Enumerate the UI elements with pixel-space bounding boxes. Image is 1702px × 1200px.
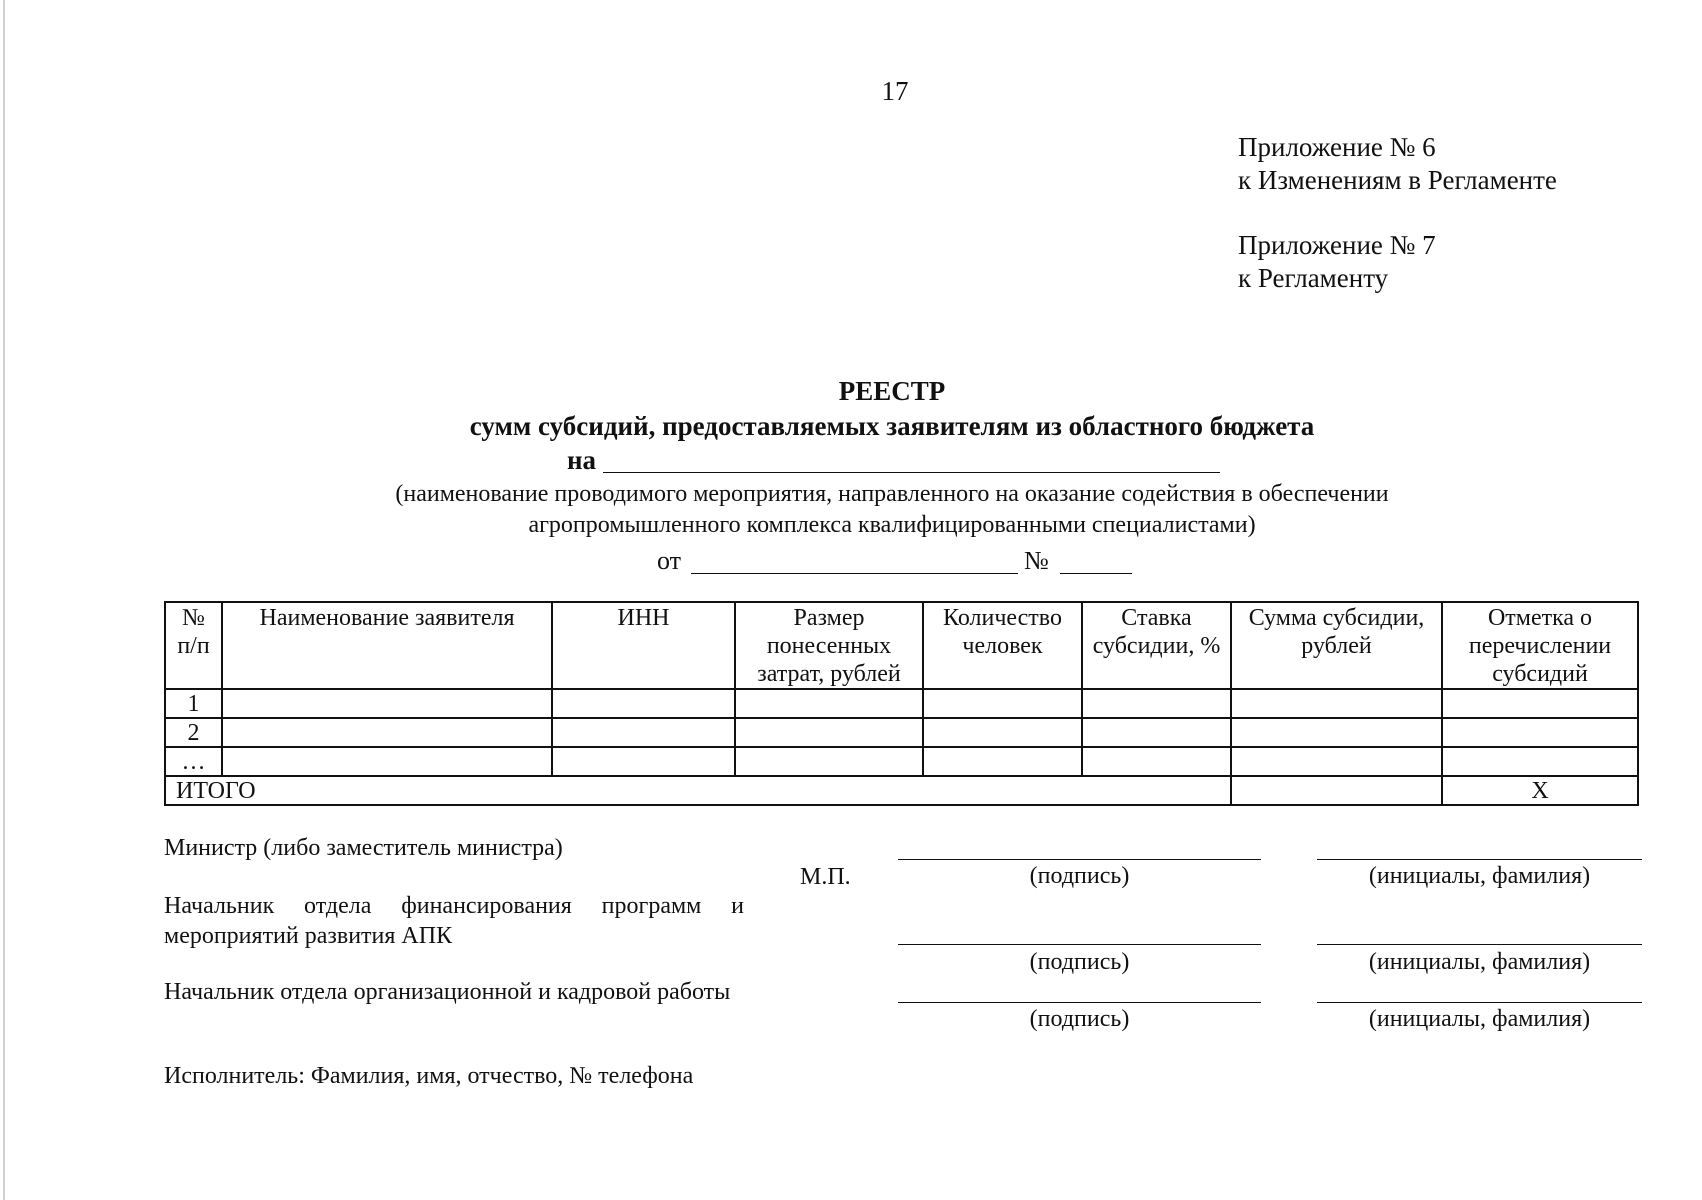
- table-cell: [1442, 718, 1638, 747]
- signature-caption: (подпись): [1029, 863, 1130, 889]
- table-total-row: [165, 776, 1638, 805]
- registry-table: [164, 601, 1639, 806]
- table-cell: [1442, 747, 1638, 776]
- header-subsidy-rate: Ставка субсидии, %: [1082, 602, 1231, 689]
- stamp-place-label: М.П.: [800, 864, 851, 890]
- date-number-line: [0, 546, 1702, 576]
- signature-line: [898, 1002, 1261, 1003]
- document-title: РЕЕСТР: [838, 376, 946, 406]
- page-number: 17: [881, 76, 909, 106]
- name-caption: (инициалы, фамилия): [1368, 1006, 1591, 1032]
- caption-line1: (наименование проводимого мероприятия, направленного на оказание содействия в обеспечении: [395, 481, 1389, 507]
- total-sum-cell: [1231, 776, 1442, 805]
- header-inn: ИНН: [552, 602, 735, 689]
- header-costs: Размер понесенных затрат, рублей: [735, 602, 923, 689]
- table-header-row: [165, 602, 1638, 689]
- table-cell: [1231, 747, 1442, 776]
- document-subtitle: сумм субсидий, предоставляемых заявителям из областного бюджета: [469, 411, 1315, 441]
- row-number: 2: [165, 718, 222, 747]
- name-line: [1317, 1002, 1642, 1003]
- row-number: 1: [165, 689, 222, 718]
- appendix-7-line1: Приложение № 7: [1238, 230, 1436, 260]
- total-mark: X: [1442, 776, 1638, 805]
- header-applicant-name: Наименование заявителя: [222, 602, 552, 689]
- table-cell: [552, 718, 735, 747]
- name-line: [1317, 944, 1642, 945]
- signature-line: [898, 944, 1261, 945]
- caption-line2: агропромышленного комплекса квалифицированными специалистами): [528, 512, 1256, 538]
- signature-caption: (подпись): [1029, 1006, 1130, 1032]
- date-blank: [691, 573, 1018, 574]
- header-transfer-mark: Отметка о перечислении субсидий: [1442, 602, 1638, 689]
- table-cell: [222, 718, 552, 747]
- appendix-7-block: [1238, 229, 1436, 295]
- table-cell: [1082, 689, 1231, 718]
- table-cell: [923, 689, 1082, 718]
- table-cell: [1082, 747, 1231, 776]
- name-line: [1317, 859, 1642, 860]
- header-people-count: Количество человек: [923, 602, 1082, 689]
- number-label: №: [1024, 546, 1049, 575]
- table-cell: [552, 747, 735, 776]
- name-caption: (инициалы, фамилия): [1368, 863, 1591, 889]
- appendix-6-line2: к Изменениям в Регламенте: [1238, 165, 1557, 195]
- number-blank: [1060, 573, 1132, 574]
- page-edge: [3, 0, 5, 1200]
- table-cell: [923, 718, 1082, 747]
- table-cell: [735, 747, 923, 776]
- table-cell: [1231, 689, 1442, 718]
- table-cell: [735, 718, 923, 747]
- name-caption: (инициалы, фамилия): [1368, 949, 1591, 975]
- hr-head-label: Начальник отдела организационной и кадровой работы: [164, 979, 731, 1005]
- table-cell: [1082, 718, 1231, 747]
- table-cell: [552, 689, 735, 718]
- appendix-6-block: [1238, 131, 1557, 197]
- appendix-6-line1: Приложение № 6: [1238, 132, 1436, 162]
- table-row: [165, 718, 1638, 747]
- table-cell: [923, 747, 1082, 776]
- table-cell: [735, 689, 923, 718]
- header-number: № п/п: [165, 602, 222, 689]
- signature-caption: (подпись): [1029, 949, 1130, 975]
- appendix-7-line2: к Регламенту: [1238, 263, 1389, 293]
- total-label: ИТОГО: [165, 776, 1231, 805]
- table-row: [165, 689, 1638, 718]
- table-cell: [222, 689, 552, 718]
- table-cell: [1231, 718, 1442, 747]
- signature-line: [898, 859, 1261, 860]
- table-row: [165, 747, 1638, 776]
- row-number: …: [165, 747, 222, 776]
- date-from-label: от: [657, 546, 682, 575]
- finance-head-label: Начальник отдела финансирования программ и мероприятий развития АПК: [164, 893, 744, 949]
- header-subsidy-amount: Сумма субсидии, рублей: [1231, 602, 1442, 689]
- table-cell: [222, 747, 552, 776]
- event-name-blank: [603, 472, 1220, 473]
- minister-label: Министр (либо заместитель министра): [164, 835, 563, 861]
- executor-label: Исполнитель: Фамилия, имя, отчество, № телефона: [164, 1063, 694, 1089]
- table-cell: [1442, 689, 1638, 718]
- na-label: на: [567, 445, 597, 475]
